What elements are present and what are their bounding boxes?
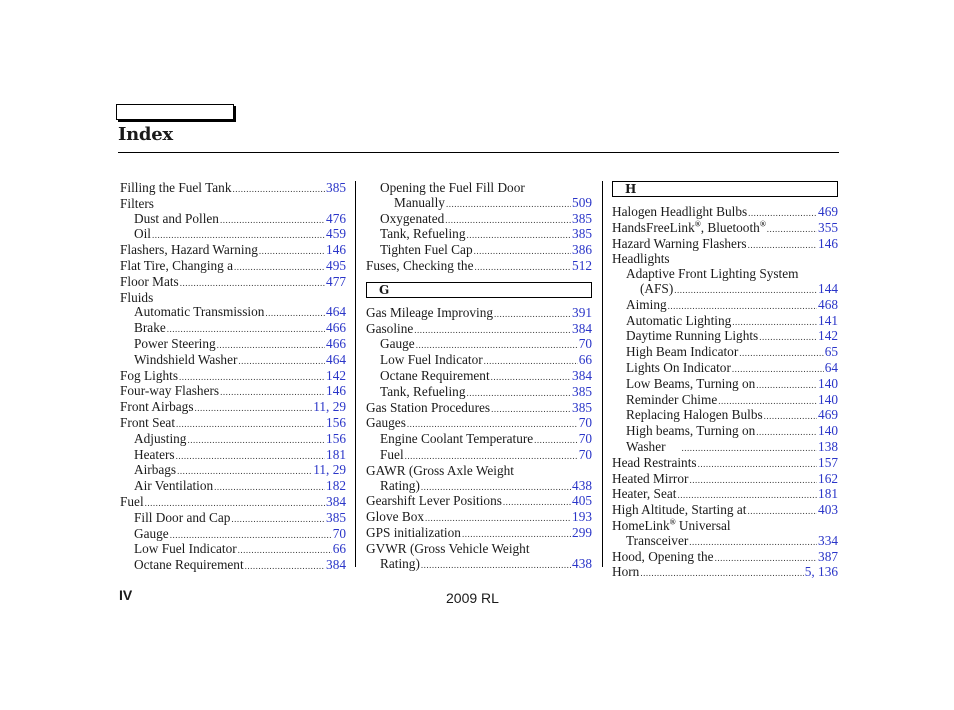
section-letter-g: G [366, 282, 592, 298]
index-column-1 [120, 181, 346, 574]
index-entry[interactable]: Hazard Warning Flashers ..... 146 [612, 237, 838, 253]
index-entry[interactable]: Front Seat ..... 156 [120, 416, 346, 432]
index-entry[interactable]: Filling the Fuel Tank ..... 385 [120, 181, 346, 197]
column-divider [602, 181, 603, 567]
page-link[interactable]: 138 [818, 438, 838, 454]
page-link[interactable]: 385 [572, 399, 592, 415]
page-link[interactable]: 464 [326, 304, 346, 320]
index-entry[interactable]: Head Restraints ..... 157 [612, 456, 838, 472]
index-entry[interactable]: Four-way Flashers ..... 146 [120, 384, 346, 400]
page-link[interactable]: 468 [818, 296, 838, 312]
index-column-2 [366, 181, 592, 572]
page-link[interactable]: 385 [326, 509, 346, 525]
index-entry[interactable]: Tighten Fuel Cap ..... 386 [366, 243, 592, 259]
page-link[interactable]: 466 [326, 320, 346, 336]
page-link[interactable]: 156 [326, 430, 346, 446]
page-link[interactable]: 509 [572, 194, 592, 210]
index-entry[interactable]: High beams, Turning on ..... 140 [612, 424, 838, 440]
index-entry[interactable]: Heater, Seat ..... 181 [612, 487, 838, 503]
page-link[interactable]: 64 [824, 359, 838, 375]
index-entry[interactable]: Low Beams, Turning on ..... 140 [612, 377, 838, 393]
page-link[interactable]: 162 [818, 470, 838, 486]
column-divider [355, 181, 356, 567]
page-link[interactable]: 387 [818, 548, 838, 564]
page-link[interactable]: 5, 136 [804, 564, 838, 580]
index-entry[interactable]: Gas Station Procedures ..... 385 [366, 401, 592, 417]
page-link[interactable]: 512 [572, 257, 592, 273]
page-link[interactable]: 142 [818, 328, 838, 344]
index-entry[interactable]: Fuel ..... 70 [366, 448, 592, 464]
index-entry[interactable]: Windshield Washer ..... 464 [120, 353, 346, 369]
index-entry[interactable]: Front Airbags ..... 11, 29 [120, 400, 346, 416]
index-entry[interactable]: Dust and Pollen ..... 476 [120, 212, 346, 228]
page-link[interactable]: 466 [326, 335, 346, 351]
page-link[interactable]: 385 [572, 226, 592, 242]
page-link[interactable]: 355 [818, 219, 838, 235]
index-entry[interactable]: Manually ..... 509 [366, 196, 592, 212]
page-link[interactable]: 403 [818, 502, 838, 518]
page-link[interactable]: 495 [326, 257, 346, 273]
page-link[interactable]: 193 [572, 509, 592, 525]
page-link[interactable]: 299 [572, 524, 592, 540]
index-entry[interactable]: Floor Mats ..... 477 [120, 275, 346, 291]
page-link[interactable]: 469 [818, 407, 838, 423]
index-entry[interactable]: Automatic Transmission ..... 464 [120, 305, 346, 321]
page-link[interactable]: 140 [818, 391, 838, 407]
index-entry[interactable]: Gauge ..... 70 [366, 337, 592, 353]
index-entry[interactable]: Reminder Chime ..... 140 [612, 393, 838, 409]
index-entry[interactable]: Hood, Opening the ..... 387 [612, 550, 838, 566]
index-entry[interactable]: Heated Mirror ..... 162 [612, 472, 838, 488]
registered-mark: ® [669, 517, 676, 527]
registered-mark: ® [759, 219, 766, 229]
index-entry[interactable]: Engine Coolant Temperature ..... 70 [366, 432, 592, 448]
section-tab-box [116, 104, 234, 120]
index-entry[interactable]: Rating) ..... 438 [366, 479, 592, 495]
page-link[interactable]: 181 [326, 446, 346, 462]
index-entry[interactable]: Daytime Running Lights ..... 142 [612, 329, 838, 345]
index-heading: GVWR (Gross Vehicle Weight [366, 540, 530, 556]
index-heading: Fluids [120, 289, 154, 305]
index-entry[interactable]: Gearshift Lever Positions ..... 405 [366, 494, 592, 510]
page-link[interactable]: 438 [572, 555, 592, 571]
index-entry[interactable]: Aiming ..... 468 [612, 298, 838, 314]
page-link[interactable]: 70 [578, 415, 592, 431]
index-entry[interactable]: Gas Mileage Improving ..... 391 [366, 306, 592, 322]
page-link[interactable]: 181 [818, 486, 838, 502]
index-entry[interactable]: Washer ..... 138 [612, 440, 838, 456]
index-entry[interactable]: Flashers, Hazard Warning ..... 146 [120, 243, 346, 259]
index-entry[interactable]: Fill Door and Cap ..... 385 [120, 511, 346, 527]
index-entry[interactable]: Gauge ..... 70 [120, 527, 346, 543]
registered-mark: ® [694, 219, 701, 229]
page-link[interactable]: 146 [326, 242, 346, 258]
page-link[interactable]: 334 [818, 532, 838, 548]
page-link[interactable]: 146 [326, 383, 346, 399]
footer-model-label: 2009 RL [446, 590, 499, 606]
index-entry[interactable]: Replacing Halogen Bulbs ..... 469 [612, 408, 838, 424]
index-entry[interactable]: GPS initialization ..... 299 [366, 526, 592, 542]
index-column-3 [612, 181, 838, 581]
page-link[interactable]: 385 [572, 383, 592, 399]
index-entry[interactable]: Power Steering ..... 466 [120, 337, 346, 353]
index-entry[interactable]: Glove Box ..... 193 [366, 510, 592, 526]
page-link[interactable]: 156 [326, 414, 346, 430]
page-link[interactable]: 385 [572, 210, 592, 226]
page-link[interactable]: 144 [818, 280, 838, 296]
page-link[interactable]: 157 [818, 454, 838, 470]
page-link[interactable]: 182 [326, 478, 346, 494]
page-link[interactable]: 70 [578, 446, 592, 462]
index-entry[interactable]: Tank, Refueling ..... 385 [366, 227, 592, 243]
index-entry[interactable]: Airbags ..... 11, 29 [120, 463, 346, 479]
index-entry[interactable]: Low Fuel Indicator ..... 66 [120, 542, 346, 558]
index-entry[interactable]: Oil ..... 459 [120, 227, 346, 243]
index-entry[interactable]: Tank, Refueling ..... 385 [366, 385, 592, 401]
page-link[interactable]: 140 [818, 375, 838, 391]
index-entry[interactable]: Adjusting ..... 156 [120, 432, 346, 448]
page-title: Index [118, 124, 173, 145]
page-link[interactable]: 385 [326, 180, 346, 195]
page-link[interactable]: 66 [332, 541, 346, 557]
page-link[interactable]: 384 [326, 493, 346, 509]
page-link[interactable]: 384 [572, 367, 592, 383]
index-heading: HomeLink® Universal [612, 517, 731, 533]
index-entry[interactable]: Octane Requirement ..... 384 [366, 369, 592, 385]
page-link[interactable]: 469 [818, 204, 838, 219]
index-entry[interactable]: Oxygenated ..... 385 [366, 212, 592, 228]
page-link[interactable]: 11, 29 [313, 462, 346, 478]
page-link[interactable]: 141 [818, 312, 838, 328]
index-entry[interactable]: Octane Requirement ..... 384 [120, 558, 346, 574]
index-entry[interactable]: Gauges ..... 70 [366, 416, 592, 432]
index-entry[interactable]: Lights On Indicator ..... 64 [612, 361, 838, 377]
title-rule [118, 152, 839, 153]
page-link[interactable]: 66 [578, 352, 592, 368]
index-heading: Adaptive Front Lighting System [626, 266, 799, 282]
index-entry[interactable]: Rating) ..... 438 [366, 557, 592, 573]
page-link[interactable]: 405 [572, 493, 592, 509]
index-entry[interactable]: High Beam Indicator ..... 65 [612, 345, 838, 361]
index-entry[interactable]: Low Fuel Indicator ..... 66 [366, 353, 592, 369]
page-link[interactable]: 477 [326, 273, 346, 289]
page-number: IV [119, 587, 133, 603]
index-entry[interactable]: Flat Tire, Changing a ..... 495 [120, 259, 346, 275]
index-entry[interactable]: Gasoline ..... 384 [366, 322, 592, 338]
index-entry[interactable]: (AFS) ..... 144 [612, 282, 838, 298]
index-heading: Opening the Fuel Fill Door [380, 180, 525, 195]
index-entry[interactable]: Air Ventilation ..... 182 [120, 479, 346, 495]
page-link[interactable]: 438 [572, 477, 592, 493]
section-letter-h: H [612, 181, 838, 197]
page-link[interactable]: 70 [578, 431, 592, 447]
page-link[interactable]: 476 [326, 210, 346, 226]
index-entry[interactable]: Automatic Lighting ..... 141 [612, 314, 838, 330]
page-link[interactable]: 384 [326, 557, 346, 573]
page-link[interactable]: 140 [818, 423, 838, 439]
page-link[interactable]: 11, 29 [313, 399, 346, 415]
page-link[interactable]: 65 [824, 344, 838, 360]
index-entry[interactable]: Halogen Headlight Bulbs ..... 469 [612, 205, 838, 221]
index-heading: GAWR (Gross Axle Weight [366, 462, 514, 478]
page-link[interactable]: 70 [332, 525, 346, 541]
index-entry[interactable]: High Altitude, Starting at ..... 403 [612, 503, 838, 519]
page-link[interactable]: 391 [572, 304, 592, 320]
index-entry[interactable]: Transceiver ..... 334 [612, 534, 838, 550]
index-heading: Headlights [612, 251, 670, 267]
page-link[interactable]: 459 [326, 226, 346, 242]
index-entry[interactable]: Horn ..... 5, 136 [612, 565, 838, 581]
index-entry[interactable]: Fuel ..... 384 [120, 495, 346, 511]
page-link[interactable]: 464 [326, 351, 346, 367]
index-entry[interactable]: Fog Lights ..... 142 [120, 369, 346, 385]
index-entry[interactable]: Brake ..... 466 [120, 321, 346, 337]
page-link[interactable]: 146 [818, 235, 838, 251]
page-link[interactable]: 384 [572, 320, 592, 336]
index-entry[interactable]: HandsFreeLink®, Bluetooth® ..... 355 [612, 221, 838, 237]
index-entry[interactable]: Fuses, Checking the ..... 512 [366, 259, 592, 275]
page-link[interactable]: 386 [572, 242, 592, 258]
page-link[interactable]: 142 [326, 367, 346, 383]
index-entry[interactable]: Heaters ..... 181 [120, 448, 346, 464]
page-link[interactable]: 70 [578, 336, 592, 352]
index-heading: Filters [120, 195, 154, 211]
